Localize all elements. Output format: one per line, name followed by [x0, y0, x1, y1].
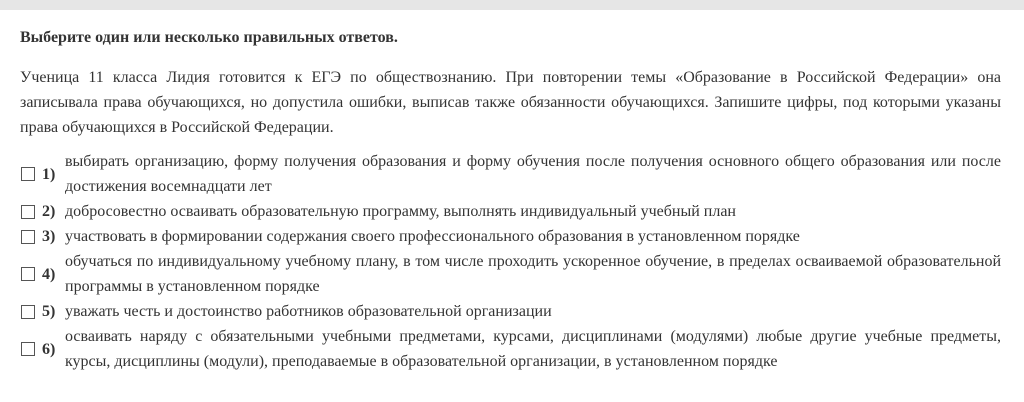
answer-option-6[interactable]: [20, 324, 1001, 374]
task-instruction: Выберите один или несколько правильных ответов.: [20, 29, 398, 46]
top-bar: [0, 0, 1024, 10]
answer-options: [20, 149, 1001, 374]
answer-text: добросовестно осваивать образовательную программу, выполнять индивидуальный учебный план: [65, 203, 736, 220]
answer-number: 5): [42, 303, 56, 320]
answer-checkbox[interactable]: [21, 342, 35, 356]
answer-number: 6): [42, 340, 56, 358]
answer-checkbox[interactable]: [21, 167, 35, 181]
answer-checkbox[interactable]: [21, 205, 35, 219]
answer-option-4[interactable]: [20, 249, 1001, 299]
answer-text: уважать честь и достоинство работников образовательной организации: [65, 303, 552, 320]
answer-option-1[interactable]: [20, 149, 1001, 199]
answer-checkbox[interactable]: [21, 230, 35, 244]
question-text: Ученица 11 класса Лидия готовится к ЕГЭ по обществознанию. При повторении темы «Образование в Российской Федерации» она записывала права обучающихся, но допустила ошибки, выписав также обязанности обучающихся. Запишите цифры, под которыми указаны права обучающихся в Российской Федерации.: [20, 69, 1001, 136]
answer-text: выбирать организацию, форму получения образования и форму обучения после получения основного общего образования или после достижения восемнадцати лет: [65, 153, 1001, 195]
answer-option-2[interactable]: [20, 199, 1001, 224]
answer-number: 1): [42, 165, 56, 183]
answer-option-5[interactable]: [20, 299, 1001, 324]
answer-checkbox[interactable]: [21, 267, 35, 281]
answer-text: обучаться по индивидуальному учебному плану, в том числе проходить ускоренное обучение, в пределах осваиваемой образовательной программы в установленном порядке: [65, 253, 1001, 295]
answer-option-3[interactable]: [20, 224, 1001, 249]
answer-text: участвовать в формировании содержания своего профессионального образования в установленном порядке: [65, 228, 800, 245]
answer-number: 4): [42, 265, 56, 283]
answer-number: 2): [42, 203, 56, 220]
answer-checkbox[interactable]: [21, 305, 35, 319]
answer-number: 3): [42, 228, 56, 245]
task-container: [20, 28, 1001, 374]
answer-text: осваивать наряду с обязательными учебными предметами, курсами, дисциплинами (модулями) любые другие учебные предметы, курсы, дисциплины (модули), преподаваемые в образовательной организации, в установленном порядке: [65, 328, 1001, 370]
